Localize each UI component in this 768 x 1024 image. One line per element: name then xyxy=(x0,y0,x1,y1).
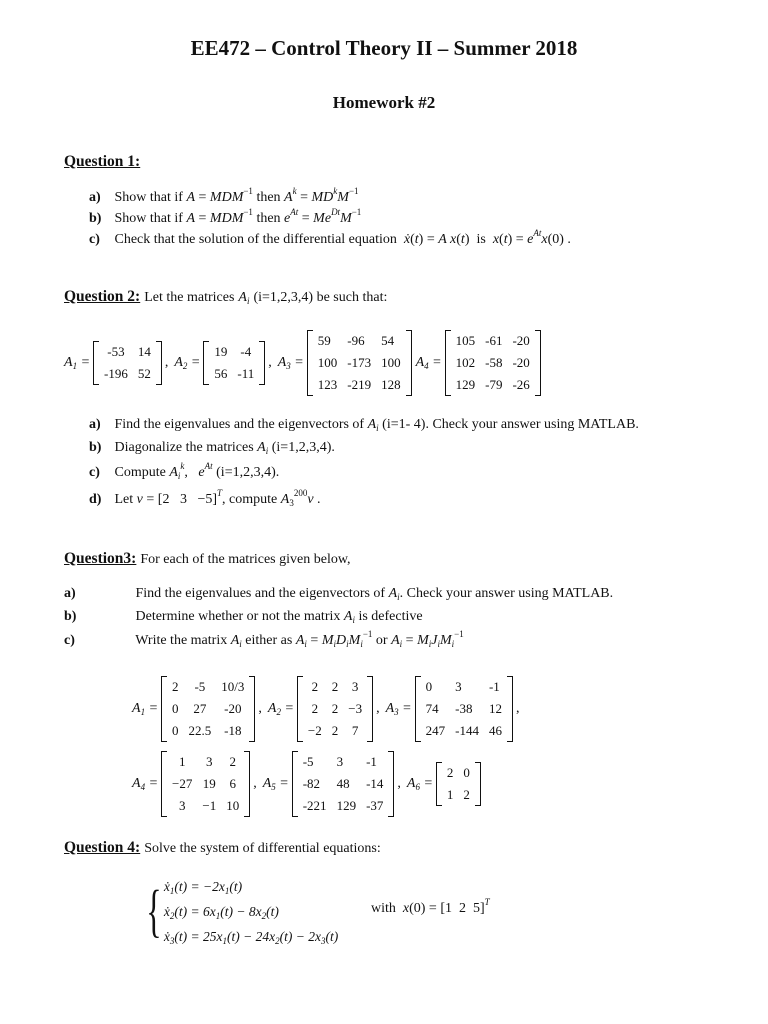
matrix-cell: -5 xyxy=(302,754,314,769)
matrix-cell: 2 xyxy=(331,679,339,694)
matrix-cell: -1 xyxy=(488,679,500,694)
matrix-cell: 1 xyxy=(178,754,186,769)
q3-item-b: b) Determine whether or not the matrix $A_i$ is defective xyxy=(64,609,423,625)
matrix-cell: -4 xyxy=(240,344,252,359)
matrix-cell: -219 xyxy=(347,377,372,392)
matrix-cell: 100 xyxy=(381,355,401,370)
matrix-cell: 3 xyxy=(351,679,359,694)
q4-heading: Question 4: xyxy=(64,839,141,856)
q1-item-a: a) Show that if $A = MDM^{-1}$ then $A^k = MD^kM^{-1}$ xyxy=(89,186,359,205)
matrix-cell: 12 xyxy=(488,701,502,716)
matrix-cell: 59 xyxy=(317,333,331,348)
matrix-cell: -26 xyxy=(512,377,530,392)
left-brace-icon: { xyxy=(146,878,162,943)
q1-heading: Question 1: xyxy=(64,153,141,170)
matrix-cell: -79 xyxy=(485,377,503,392)
matrix-cell: −1 xyxy=(202,798,217,813)
matrix-cell: 3 xyxy=(336,754,344,769)
matrix-cell: −2 xyxy=(307,723,322,738)
q3-item-a: a) Find the eigenvalues and the eigenvectors of $A_i$. Check your answer using MATLAB. xyxy=(64,586,614,602)
q3-matrix-a5 xyxy=(292,751,395,817)
q2-item-b: b) Diagonalize the matrices $A_i$ (i=1,2,3,4). xyxy=(89,440,335,456)
matrix-cell: 10/3 xyxy=(221,679,245,694)
q4-initial-condition: with x(0) = [1 2 5]$^T$ xyxy=(371,897,490,916)
matrix-cell: 0 xyxy=(425,679,433,694)
matrix-cell: 2 xyxy=(311,679,319,694)
q4-system xyxy=(140,872,338,950)
q2-matrix-a3 xyxy=(307,330,412,396)
q4-heading-line: Question 4: Solve the system of differential equations: xyxy=(64,839,381,856)
matrix-cell: -58 xyxy=(485,355,503,370)
matrix-cell: −27 xyxy=(172,776,193,791)
matrix-cell: 2 xyxy=(311,701,319,716)
q3-matrix-a1 xyxy=(161,676,255,742)
matrix-cell: 128 xyxy=(381,377,401,392)
matrix-cell: -82 xyxy=(302,776,321,791)
matrix-cell: 2 xyxy=(446,765,454,780)
matrix-cell: 19 xyxy=(214,344,228,359)
q3-matrices-row2: $A_4$ = 1 3 2 −27 19 6 3 −1 10 , $A_5$ = -5 3 -1 -82 48 -14 -221 129 -37 , $A_6$ = 2 0 1 2 xyxy=(132,749,481,819)
matrix-cell: 105 xyxy=(455,333,476,348)
matrix-cell: -5 xyxy=(194,679,206,694)
matrix-cell: -20 xyxy=(512,333,530,348)
matrix-cell: 100 xyxy=(317,355,338,370)
matrix-cell: 6 xyxy=(229,776,236,791)
q3-matrix-a2 xyxy=(297,676,373,742)
q2-heading-line: Question 2: Let the matrices $A_i$ (i=1,2,3,4) be such that: xyxy=(64,288,388,306)
matrix-cell: 1 xyxy=(446,787,454,802)
q2-item-d: d) Let v = [2 3 −5]$^T$, compute $A_3^{200}v$ . xyxy=(89,488,321,508)
matrix-cell: 2 xyxy=(172,679,179,694)
matrix-cell: -53 xyxy=(107,344,125,359)
matrix-cell: 0 xyxy=(172,723,179,738)
q3-matrix-a4 xyxy=(161,751,250,817)
matrix-cell: 247 xyxy=(425,723,446,738)
matrix-cell: 2 xyxy=(331,701,339,716)
matrix-cell: 7 xyxy=(351,723,359,738)
matrix-cell: -96 xyxy=(347,333,365,348)
matrix-cell: -20 xyxy=(512,355,530,370)
q4-equations: ẋ$_1$(t) = $-2x_1(t)$ ẋ$_2$(t) = $6x_1(t) - 8x_2(t)$ ẋ$_3$(t) = $25x_1(t) - 24x_2(t) - 2x_3(t)$ xyxy=(163,878,339,946)
q2-item-a: a) Find the eigenvalues and the eigenvectors of $A_i$ (i=1- 4). Check your answer using MATLAB. xyxy=(89,417,639,433)
matrix-cell: 0 xyxy=(463,765,470,780)
matrix-cell: 0 xyxy=(172,701,179,716)
q2-heading: Question 2: xyxy=(64,288,141,305)
matrix-cell: 19 xyxy=(202,776,216,791)
matrix-cell: -173 xyxy=(347,355,372,370)
matrix-cell: 129 xyxy=(455,377,476,392)
matrix-cell: -196 xyxy=(104,366,128,381)
matrix-cell: 3 xyxy=(455,679,462,694)
matrix-cell: 54 xyxy=(381,333,395,348)
matrix-cell: -221 xyxy=(302,798,327,813)
q2-matrices: $A_1$ = -53 14 -196 52 , $A_2$ = 19 -4 56 -11 , $A_3$ = 59 -96 54 100 -173 100 123 -219 128 $A_4$ = 105 -61 -20 102 -58 -20 129 -79 -26 xyxy=(64,328,541,398)
matrix-cell: 56 xyxy=(214,366,228,381)
matrix-cell: 2 xyxy=(229,754,236,769)
matrix-cell: -18 xyxy=(224,723,242,738)
q2-matrix-a1 xyxy=(93,341,162,385)
q2-matrix-a4 xyxy=(445,330,541,396)
matrix-cell: 74 xyxy=(425,701,439,716)
page-subtitle: Homework #2 xyxy=(332,93,436,112)
q3-matrices-row1: $A_1$ = 2 -5 10/3 0 27 -20 0 22.5 -18 , $A_2$ = 2 2 3 2 2 −3 −2 2 7 , $A_3$ = 0 3 -1 74 -38 12 247 -144 46 , xyxy=(132,674,525,744)
page-title: EE472 – Control Theory II – Summer 2018 xyxy=(190,36,578,60)
matrix-cell: 102 xyxy=(455,355,476,370)
q2-matrix-a2 xyxy=(203,341,265,385)
q1-item-b: b) Show that if $A = MDM^{-1}$ then $e^{At} = Me^{Dt}M^{-1}$ xyxy=(89,207,362,226)
matrix-cell: 46 xyxy=(488,723,502,738)
matrix-cell: -61 xyxy=(485,333,503,348)
q1-item-c: c) Check that the solution of the differential equation ẋ(t) = A x(t) is $x(t) = e^{At}x(0)$ . xyxy=(89,228,571,247)
matrix-cell: 22.5 xyxy=(188,723,212,738)
q3-item-c: c) Write the matrix $A_i$ either as $A_i = M_iD_iM_i^{-1}$ or $A_i = M_iJ_iM_i^{-1}$ xyxy=(64,629,464,649)
matrix-cell: 48 xyxy=(336,776,350,791)
matrix-cell: -38 xyxy=(455,701,473,716)
q3-heading-line: Question3: For each of the matrices given below, xyxy=(64,550,351,567)
matrix-cell: -20 xyxy=(224,701,242,716)
matrix-cell: -14 xyxy=(366,776,384,791)
matrix-cell: 2 xyxy=(463,787,470,802)
q3-heading: Question3: xyxy=(64,550,137,567)
matrix-cell: 52 xyxy=(137,366,151,381)
matrix-cell: -144 xyxy=(455,723,479,738)
matrix-cell: 2 xyxy=(331,723,339,738)
matrix-cell: 10 xyxy=(226,798,240,813)
matrix-cell: -11 xyxy=(237,366,255,381)
q3-matrix-a3 xyxy=(415,676,513,742)
matrix-cell: 14 xyxy=(137,344,151,359)
matrix-cell: −3 xyxy=(348,701,363,716)
q3-matrix-a6 xyxy=(436,762,481,806)
matrix-cell: 3 xyxy=(206,754,213,769)
matrix-cell: 129 xyxy=(336,798,357,813)
matrix-cell: -37 xyxy=(366,798,384,813)
matrix-cell: 123 xyxy=(317,377,338,392)
matrix-cell: 27 xyxy=(193,701,207,716)
matrix-cell: -1 xyxy=(366,754,377,769)
q2-item-c: c) Compute $A_i^k$, $e^{At}$ (i=1,2,3,4). xyxy=(89,461,280,481)
matrix-cell: 3 xyxy=(178,798,186,813)
